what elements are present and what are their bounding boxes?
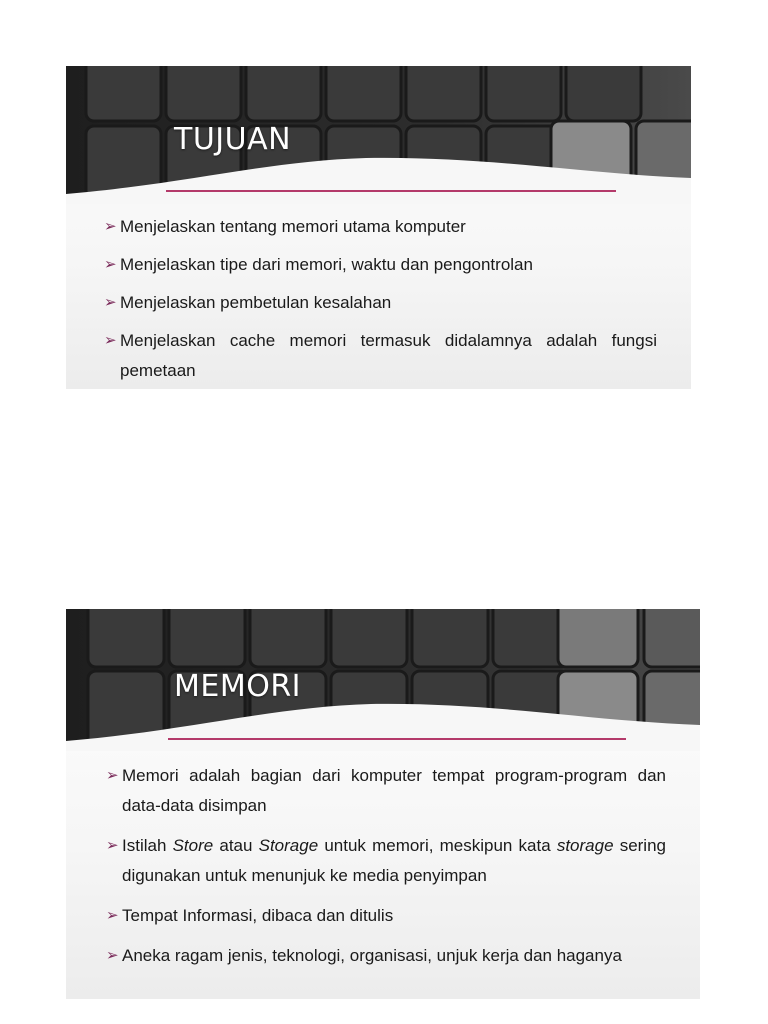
- arrow-bullet-icon: ➢: [106, 907, 119, 924]
- header-tile-background: [66, 609, 700, 751]
- list-item: ➢ Tempat Informasi, dibaca dan ditulis: [106, 901, 666, 931]
- slide-memori: [66, 609, 700, 999]
- list-item: ➢ Menjelaskan cache memori termasuk didalamnya adalah fungsi pemetaan: [104, 326, 657, 386]
- header-tile-background: [66, 66, 691, 204]
- list-item: ➢ Istilah Store atau Storage untuk memori, meskipun kata storage sering digunakan untuk menunjuk ke media penyimpan: [106, 831, 666, 891]
- slide-header-banner: [66, 66, 691, 204]
- bullet-list: [104, 212, 657, 389]
- arrow-bullet-icon: ➢: [104, 256, 117, 273]
- title-underline-rule: [166, 190, 616, 192]
- slide-header-banner: [66, 609, 700, 751]
- bullet-list: [106, 761, 666, 981]
- slide-tujuan: [66, 66, 691, 389]
- slide-title: MEMORI: [174, 669, 302, 704]
- arrow-bullet-icon: ➢: [106, 767, 119, 784]
- arrow-bullet-icon: ➢: [106, 947, 119, 964]
- arrow-bullet-icon: ➢: [104, 218, 117, 235]
- list-item: ➢ Menjelaskan tentang memori utama komputer: [104, 212, 657, 242]
- list-item: ➢ Menjelaskan pembetulan kesalahan: [104, 288, 657, 318]
- arrow-bullet-icon: ➢: [104, 332, 117, 349]
- list-item: ➢ Aneka ragam jenis, teknologi, organisasi, unjuk kerja dan haganya: [106, 941, 666, 971]
- arrow-bullet-icon: ➢: [106, 837, 119, 854]
- list-item: ➢ Menjelaskan tipe dari memori, waktu dan pengontrolan: [104, 250, 657, 280]
- slide-title: TUJUAN: [174, 122, 292, 157]
- title-underline-rule: [168, 738, 626, 740]
- list-item: ➢ Memori adalah bagian dari komputer tempat program-program dan data-data disimpan: [106, 761, 666, 821]
- arrow-bullet-icon: ➢: [104, 294, 117, 311]
